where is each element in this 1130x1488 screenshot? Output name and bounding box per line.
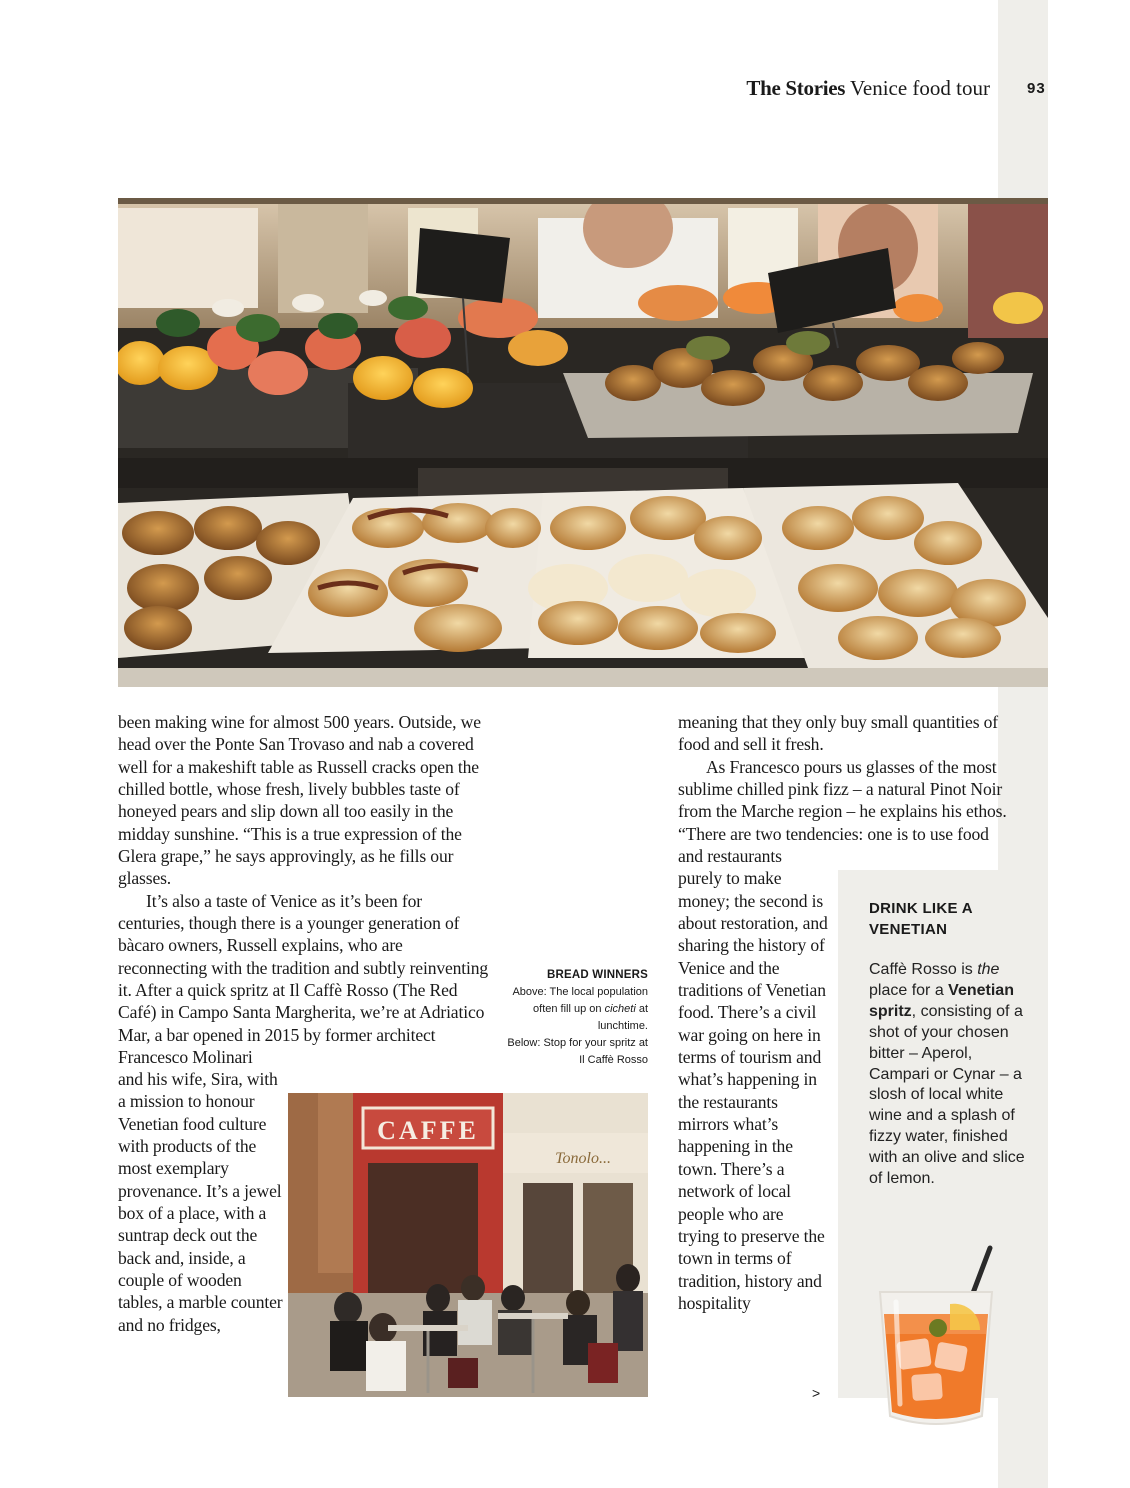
page-number: 93 [1027, 80, 1046, 97]
spritz-glass-illustration [872, 1244, 1002, 1434]
body-paragraph: been making wine for almost 500 years. Outside, we head over the Ponte San Trovaso and nab a covered well for a makeshift table as Russell cracks open the chilled bottle, whose fresh, lively bubbles taste of honeyed pears and slip down all too easily in the midday sunshine. “This is a true expression of the Glera grape,” he says approvingly, as he fills our glasses. [118, 712, 481, 889]
caption-line-1: Above: The local population often fill up on cicheti at lunchtime. [512, 986, 648, 1032]
body-paragraph: and his wife, Sira, with a mission to honour Venetian food culture with products of the most exemplary provenance. It’s a jewel box of a place, with a suntrap deck out the back and, inside, a couple of wooden tables, a marble counter and no fridges, [118, 1069, 283, 1335]
body-column-1-wrap [118, 1068, 288, 1336]
section-name: The Stories [746, 76, 846, 100]
body-column-3-wrap [678, 845, 828, 1314]
hero-photo-cicheti [118, 198, 1048, 687]
outer-margin [1048, 0, 1130, 1488]
caption-title: BREAD WINNERS [547, 969, 648, 981]
body-paragraph: It’s also a taste of Venice as it’s been for centuries, though there is a younger generation of bàcaro owners, Russell explains, who are reconnecting with the tradition and subtly reinventing it. After a quick spritz at Il Caffè Rosso (The Red Café) in Campo Santa Margherita, we’re at Adriatico Mar, a bar opened in 2015 by former architect Francesco Molinari [118, 890, 489, 1068]
sidebar-body: Caffè Rosso is the place for a Venetian spritz, consisting of a shot of your chosen bitter – Aperol, Campari or Cynar – a slosh of local white wine and a splash of fizzy water, finished with an olive and slice of lemon. [869, 961, 1025, 1188]
caffe-sign-text: CAFFE [377, 1116, 479, 1145]
sidebar-title: DRINK LIKE A VENETIAN [869, 900, 973, 938]
body-paragraph: meaning that they only buy small quantities of food and sell it fresh. [678, 712, 998, 755]
sidebar-bold: Venetian spritz [869, 981, 1014, 1020]
article-subtitle: Venice food tour [850, 76, 990, 100]
photo-caffe-rosso [288, 1093, 648, 1397]
body-paragraph: and restaurants purely to make money; the second is about restoration, and sharing the history of Venice and the traditions of Venetian food. There’s a civil war going on here in terms of tourism and what’s happening in the restaurants mirrors what’s happening in the town. There’s a network of local people who are trying to preserve the town in terms of tradition, history and hospitality [678, 846, 828, 1313]
sidebar-italic: the [977, 961, 1000, 978]
body-column-1 [118, 711, 490, 1069]
caption-line-2: Below: Stop for your spritz at Il Caffè Rosso [507, 1037, 648, 1066]
caption-italic: cicheti [604, 1003, 636, 1015]
photo-caption [505, 967, 648, 1069]
shop-sign-text: Tonolo... [555, 1150, 611, 1167]
body-column-3 [678, 711, 1028, 845]
body-paragraph: As Francesco pours us glasses of the most sublime chilled pink fizz – a natural Pinot Noir from the Marche region – he explains his ethos. “There are two tendencies: one is to use food [678, 756, 1007, 844]
running-header [746, 76, 990, 101]
continue-arrow: > [812, 1385, 821, 1401]
